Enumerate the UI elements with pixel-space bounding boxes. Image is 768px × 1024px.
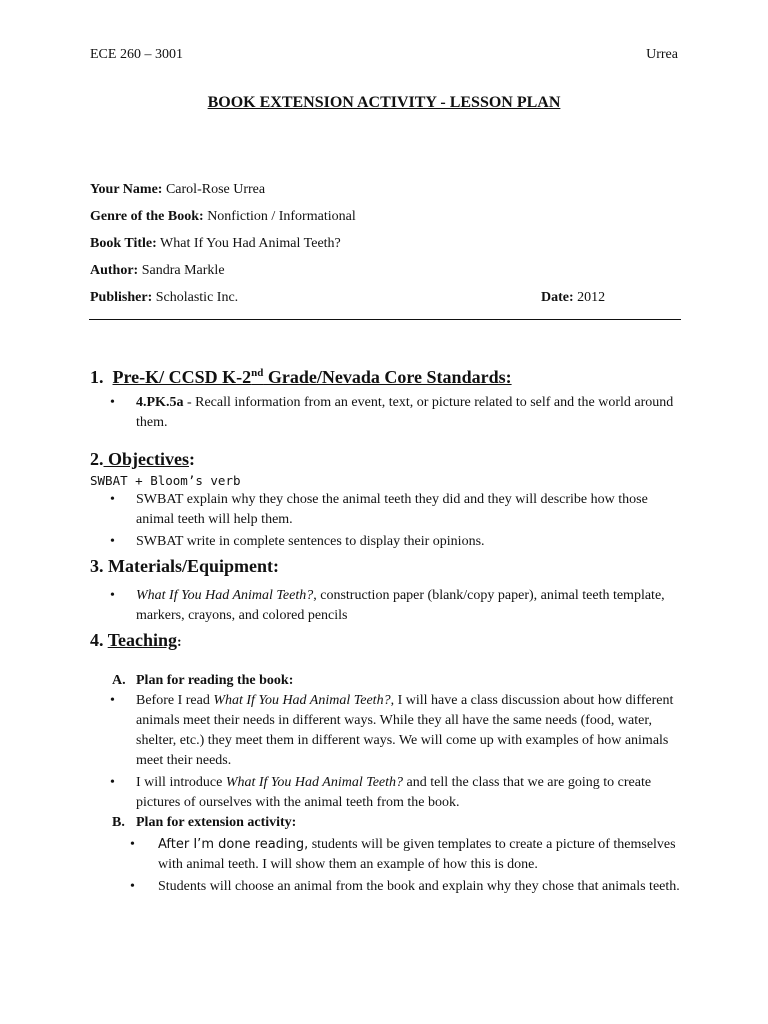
author-line: Author: Sandra Markle — [90, 263, 225, 278]
objectives-list — [90, 490, 680, 552]
genre-line: Genre of the Book: Nonfiction / Informational — [90, 209, 356, 224]
page-title: BOOK EXTENSION ACTIVITY - LESSON PLAN — [207, 94, 561, 111]
list-item: • 4.PK.5a - Recall information from an event, text, or picture related to self and the world around them. — [90, 393, 680, 433]
course-code: ECE 260 – 3001 — [90, 47, 183, 62]
your-name-line: Your Name: Carol-Rose Urrea — [90, 182, 266, 197]
genre: Nonfiction / Informational — [207, 209, 356, 224]
list-item: • Before I read What If You Had Animal Teeth?, I will have a class discussion about how different animals meet their needs in different ways. While they all have the same needs (food, water, shelter, etc.) they meet them in different ways. We will come up with examples of how animals meet their needs. — [90, 691, 680, 771]
objectives-heading: 2. Objectives: — [90, 449, 195, 469]
author: Sandra Markle — [141, 263, 225, 278]
standards-list — [90, 393, 680, 433]
lesson-content — [90, 365, 680, 897]
publisher: Scholastic Inc. — [155, 290, 239, 305]
divider-line — [89, 319, 681, 320]
book-title: What If You Had Animal Teeth? — [160, 236, 341, 251]
publisher-line: Publisher: Scholastic Inc. — [90, 290, 239, 305]
list-item: • After I’m done reading, students will be given templates to create a picture of themselves with animal teeth. I will show them an example of how this is done. — [90, 835, 680, 875]
list-item: • What If You Had Animal Teeth?, construction paper (blank/copy paper), animal teeth template, markers, crayons, and colored pencils — [90, 586, 680, 626]
objectives-note: SWBAT + Bloom’s verb — [90, 473, 241, 488]
teaching-heading: 4. Teaching: — [90, 630, 182, 650]
standards-heading: 1. Pre-K/ CCSD K-2nd Grade/Nevada Core Standards: — [90, 367, 512, 387]
list-item: • Students will choose an animal from the book and explain why they chose that animals teeth. — [90, 877, 680, 897]
materials-list — [90, 586, 680, 626]
materials-heading: 3. Materials/Equipment: — [90, 556, 279, 576]
plan-b-list — [90, 835, 680, 897]
plan-a-list — [90, 691, 680, 813]
date-line: Date: 2012 — [541, 290, 606, 305]
list-item: • SWBAT explain why they chose the animal teeth they did and they will describe how those animal teeth will help them. — [90, 490, 680, 530]
list-item: • I will introduce What If You Had Animal Teeth? and tell the class that we are going to create pictures of ourselves with the animal teeth from the book. — [90, 773, 680, 813]
header-author: Urrea — [646, 47, 678, 62]
list-item: • SWBAT write in complete sentences to display their opinions. — [90, 532, 680, 552]
date: 2012 — [577, 290, 606, 305]
plan-a-heading: A. Plan for reading the book: — [112, 673, 294, 688]
book-title-line: Book Title: What If You Had Animal Teeth? — [90, 236, 341, 251]
your-name: Carol-Rose Urrea — [165, 182, 266, 197]
plan-b-heading: B. Plan for extension activity: — [112, 815, 297, 830]
